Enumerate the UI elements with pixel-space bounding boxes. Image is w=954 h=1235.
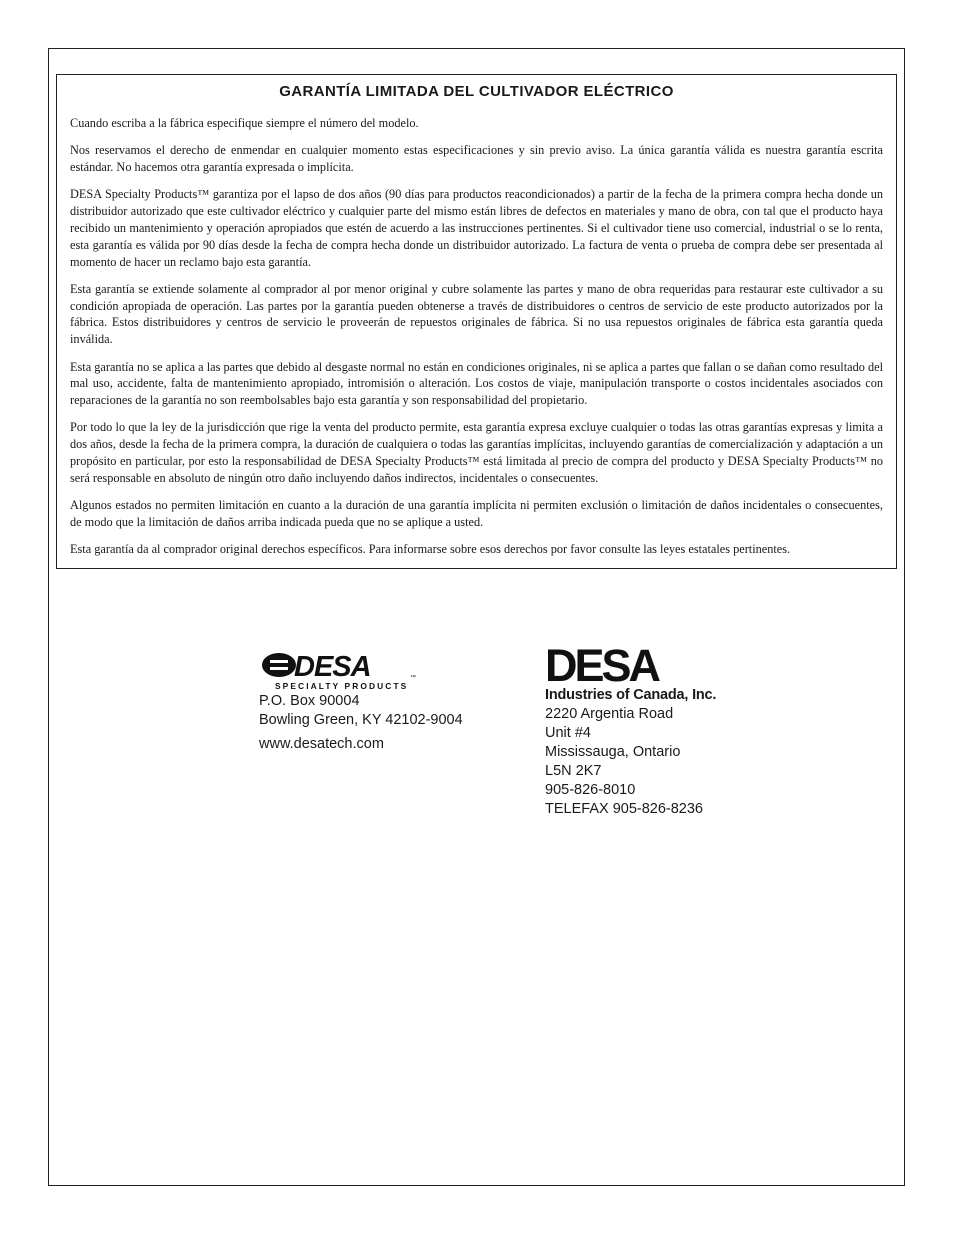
desa-canada-logo [545,643,675,685]
desa-specialty-logo [259,648,419,692]
po-box: P.O. Box 90004 [259,693,360,709]
city-state-zip: Bowling Green, KY 42102-9004 [259,712,463,728]
warranty-paragraph: Por todo lo que la ley de la jurisdicción que rige la venta del producto permite, esta garantía expresa excluye cualquier o todas las otras garantías expresas y limita a dos años, desde la fecha de la primera compra, la duración de cualquiera o todas las garantías implícitas, incluyendo garantías de comercialización y adaptación a un propósito en particular, por esto la responsabilidad de DESA Specialty Products™ está limitada al precio de compra del producto y DESA Specialty Products™ no será responsable en absoluto de ningún otro daño incluyendo daños indirectos, incidentales o consecuentes. [70,420,883,485]
website-link: www.desatech.com [259,736,384,752]
specialty-products-tagline: SPECIALTY PRODUCTS [275,681,409,691]
canada-street: 2220 Argentia Road [545,706,674,722]
canada-company-name: Industries of Canada, Inc. [545,687,717,703]
warranty-paragraph: Nos reservamos el derecho de enmendar en cualquier momento estas especificaciones y sin previo aviso. La única garantía válida es nuestra garantía escrita estándar. No hacemos otra garantía expresada o implícita. [70,143,883,175]
canada-fax: TELEFAX 905-826-8236 [545,801,703,817]
canada-city: Mississauga, Ontario [545,744,681,760]
canada-phone: 905-826-8010 [545,782,636,798]
warranty-paragraph: Esta garantía no se aplica a las partes que debido al desgaste normal no están en condiciones originales, ni se aplica a partes que fallan o se dañan como resultado del mal uso, accidente, falta de mantenimiento apropiado, intromisión o alteración. Los costos de viaje, manipulación transporte o costos incidentales asociados con reparaciones de la garantía no son reembolsables bajo esta garantía y son responsabilidad del propietario. [70,359,883,408]
desa-canada-wordmark: DESA [545,643,659,685]
canada-postal-code: L5N 2K7 [545,763,602,779]
desa-specialty-contact [259,648,499,754]
warranty-paragraph: Cuando escriba a la fábrica especifique siempre el número del modelo. [70,116,419,130]
warranty-paragraph: Esta garantía se extiende solamente al comprador al por menor original y cubre solamente las partes y mano de obra requeridas para restaurar este cultivador a su condición apropiada de operación. Las partes por la garantía pueden obtenerse a través de distribuidores o centros de servicio de este producto autorizados por la fábrica. Estos distribuidores y centros de servicio le proveerán de repuestos originales de fábrica. Si no usa repuestos originales de fábrica esta garantía queda inválida. [70,281,883,347]
desa-logo-wordmark: DESA [294,651,371,683]
warranty-title: GARANTÍA LIMITADA DEL CULTIVADOR ELÉCTRICO [279,83,674,100]
warranty-paragraph: Esta garantía da al comprador original derechos específicos. Para informarse sobre esos derechos por favor consulte las leyes estatales pertinentes. [70,542,791,557]
desa-canada-contact [545,643,805,819]
warranty-paragraph: DESA Specialty Products™ garantiza por el lapso de dos años (90 días para productos reacondicionados) a partir de la fecha de la primera compra hecha donde un distribuidor autorizado que este cultivador eléctrico y cualquier parte del mismo están libres de defectos en materiales y mano de obra, con tal que el producto haya recibido un mantenimiento y operación apropiados que estén de acuerdo a las instrucciones pertinentes. Si el cultivador tiene uso comercial, industrial o se lo renta, esta garantía es válida por 90 días desde la fecha de compra hecha donde un distribuidor autorizado. La factura de venta o prueba de compra debe ser presentada al momento de hacer un reclamo bajo esta garantía. [70,187,883,269]
warranty-box [56,74,897,569]
trademark-symbol: ™ [410,675,416,681]
canada-unit: Unit #4 [545,725,591,741]
warranty-paragraph: Algunos estados no permiten limitación en cuanto a la duración de una garantía implícita ni permiten exclusión o limitación de daños incidentales o consecuentes, de modo que la limitación de daños arriba indicada pueda que no se aplique a usted. [70,498,883,529]
